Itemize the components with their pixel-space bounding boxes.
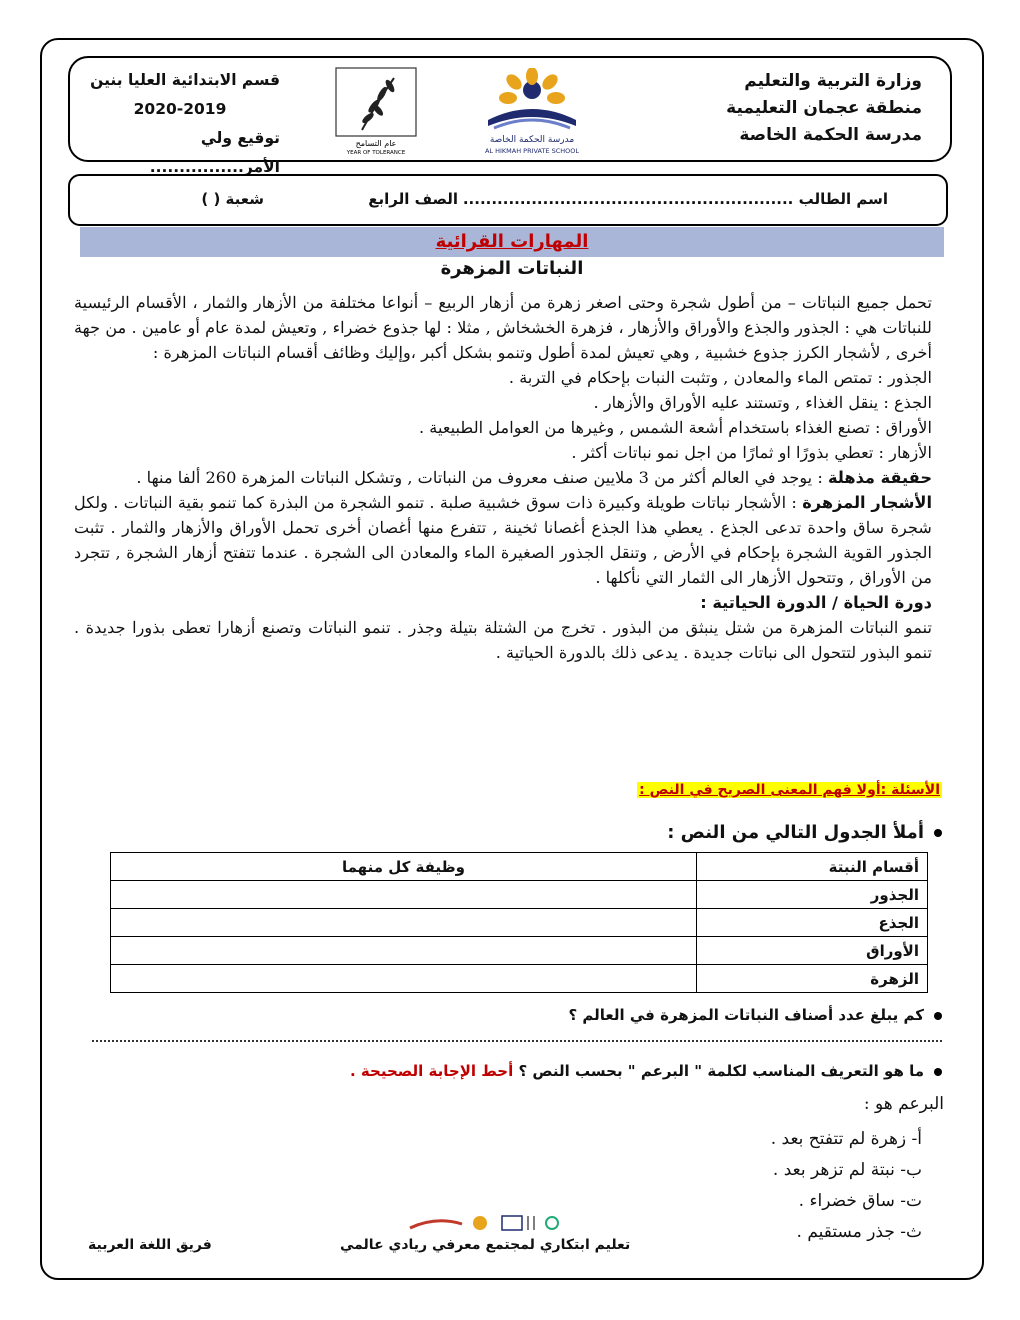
school-year: 2020-2019 [133,100,227,118]
section-title: المهارات القرائية [435,231,589,252]
student-name-field[interactable]: اسم الطالب .......................................................... [462,190,888,208]
tolerance-logo-icon [332,64,420,156]
footer-logos-icon [406,1212,596,1234]
section-title-bar [80,227,944,257]
school-logo-ar: مدرسة الحكمة الخاصة [489,135,575,145]
bullet-icon [934,829,942,837]
answer-line[interactable] [92,1040,942,1042]
question-2: كم يبلغ عدد أصناف النباتات المزهرة في العالم ؟ [568,1006,942,1024]
row-label: الزهرة [697,965,928,993]
table-row [111,881,928,909]
footer-team: فريق اللغة العربية [88,1237,212,1253]
roots-line: الجذور : تمتص الماء والمعادن , وتثبت النبات بإحكام في التربة . [508,368,932,387]
tolerance-logo-ar: عام التسامح [355,139,397,148]
trees-label: الأشجار المزهرة [802,493,932,512]
school-name: مدرسة الحكمة الخاصة [739,125,922,145]
fact-paragraph [74,465,932,490]
row-label: الأوراق [697,937,928,965]
school-logo-en: AL HIKMAH PRIVATE SCHOOL [484,147,580,155]
bud-label: البرعم هو : [863,1094,944,1114]
trunk-line: الجذع : ينقل الغذاء , وتستند عليه الأوراق والأزهار . [593,393,932,412]
questions-heading: الأسئلة :أولا فهم المعنى الصريح في النص : [639,782,940,798]
header-box [68,56,952,176]
zone-name: منطقة عجمان التعليمية [726,98,922,118]
bullet-icon [934,1012,942,1020]
q3-instruction: أحط الإجابة الصحيحة . [350,1062,514,1080]
fact-label: حقيقة مذهلة [827,468,932,487]
row-label: الجذع [697,909,928,937]
tolerance-logo-en: YEAR OF TOLERANCE [346,150,406,156]
lifecycle-paragraph: تنمو النباتات المزهرة من شتل ينبثق من البذور . تخرج من الشتلة بتيلة وجذر . تنمو النباتات وتصنع أزهارا تعطى بذورا جديدة . تنمو البذور لتتحول الى نباتات جديدة . يدعى ذلك بالدورة الحياتية . [74,618,932,662]
question-3: ما هو التعريف المناسب لكلمة " البرعم " بحسب النص ؟ أحط الإجابة الصحيحة . [350,1062,942,1080]
header-parts: أقسام النبتة [697,853,928,881]
option-b[interactable]: ب- نبتة لم تزهر بعد . [772,1160,922,1180]
table-row [111,965,928,993]
table-row [111,937,928,965]
school-logo-icon [474,68,590,156]
fact-text: : يوجد في العالم أكثر من 3 ملايين صنف معروف من النباتات , وتشكل النباتات المزهرة 260 ألفا منها . [136,468,828,487]
table-header-row [111,853,928,881]
table-row [111,909,928,937]
student-info-box [68,174,948,226]
bullet-icon [934,1068,942,1076]
answer-cell[interactable] [111,881,697,909]
department-name: قسم الابتدائية العليا بنين [90,71,280,89]
lifecycle-heading: دورة الحياة / الدورة الحياتية : [700,593,932,612]
options-list [771,1124,922,1248]
intro-paragraph: تحمل جميع النباتات – من أطول شجرة وحتى اصغر زهرة من أزهار الربيع – أنواعا مختلفة من الأزهار والثمار ، الأقسام الرئيسية للنباتات هي : الجذور والجذع والأوراق والأزهار ، فزهرة الخشخاش , مثلا : لها جذوع خضراء , وتعيش لمدة عام أو عامين . من جهة أخرى , لأشجار الكرز جذوع خشبية , وهي تعيش لمدة أطول وتنمو بشكل أكبر ،وإليك وظائف أقسام النباتات المزهرة : [74,293,932,362]
leaves-line: الأوراق : تصنع الغذاء باستخدام أشعة الشمس , وغيرها من العوامل الطبيعية . [418,418,932,437]
footer-slogan: تعليم ابتكاري لمجتمع معرفي ريادي عالمي [340,1237,631,1253]
question-1: أملأ الجدول التالي من النص : [667,822,942,843]
answer-cell[interactable] [111,937,697,965]
reading-passage [74,290,932,665]
trees-text: : الأشجار نباتات طويلة وكبيرة ذات سوق خشبية صلبة . تنمو الشجرة من البذرة كما تنمو بقية النباتات . ولكل شجرة ساق واحدة تدعى الجذع . يعطي هذا الجذع أغصانا ثخينة , تتفرع منها أغصان أخرى تحمل الأوراق والأزهار والثمار . تثبت الجذور القوية الشجرة بإحكام في الأرض , وتنقل الجذور الصغيرة الماء والمعادن الى الشجرة . عندما تتفتح أزهار الشجرة , تتجرد من الأوراق , وتتحول الأزهار الى الثمار التي نأكلها . [74,493,932,587]
row-label: الجذور [697,881,928,909]
functions-table [110,852,928,993]
flowers-line: الأزهار : تعطي بذورًا او ثمارًا من اجل نمو نباتات أكثر . [571,443,932,462]
answer-cell[interactable] [111,965,697,993]
trees-paragraph [74,490,932,590]
answer-cell[interactable] [111,909,697,937]
department-block [80,66,280,182]
lesson-title: النباتات المزهرة [440,258,584,279]
option-d[interactable]: ث- جذر مستقيم . [796,1222,922,1242]
option-c[interactable]: ت- ساق خضراء . [798,1191,922,1211]
ministry-block [726,68,922,149]
option-a[interactable]: أ- زهرة لم تتفتح بعد . [770,1129,922,1149]
section-field[interactable]: شعبة ( ) [201,190,264,208]
grade-label: الصف الرابع [368,190,458,208]
ministry-name: وزارة التربية والتعليم [744,71,922,91]
parent-signature: توقيع ولي الأمر................ [149,129,280,176]
header-function: وظيفة كل منهما [111,853,697,881]
